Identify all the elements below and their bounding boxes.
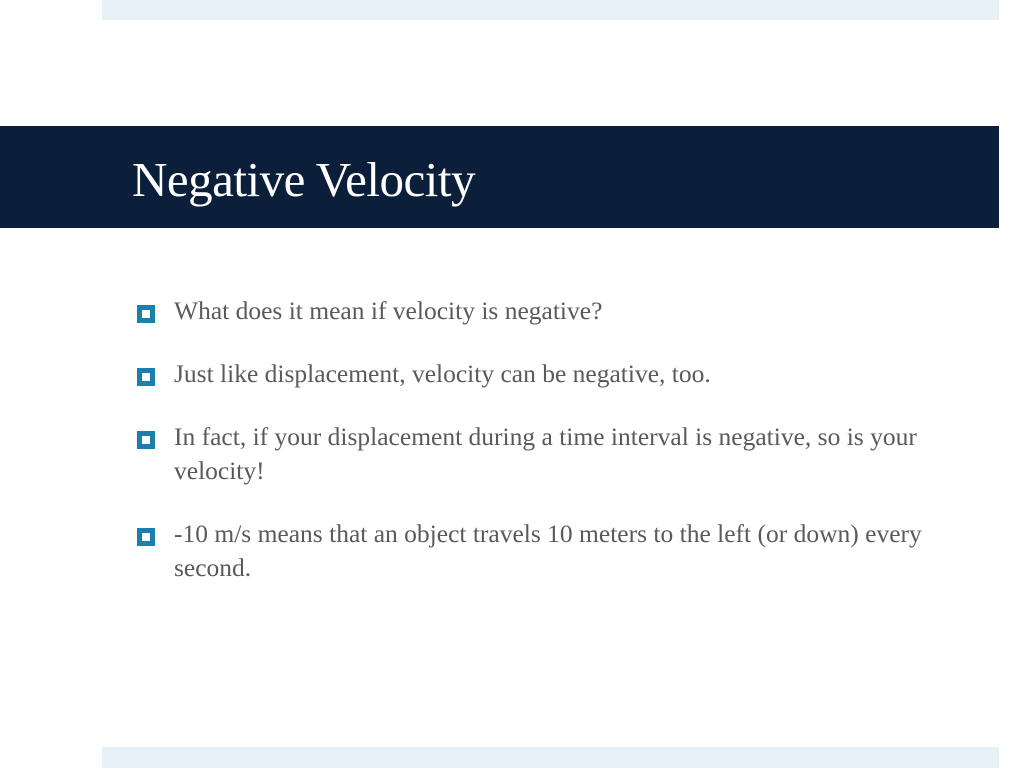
bullet-text: In fact, if your displacement during a time interval is negative, so is your velocity! [174,422,917,485]
square-bullet-icon [137,368,155,386]
bullet-list [137,294,967,614]
bullet-item [137,294,967,328]
top-accent-band [102,0,999,20]
bottom-accent-band [102,747,999,768]
bullet-text: What does it mean if velocity is negative? [174,296,603,325]
bullet-item [137,420,967,488]
square-bullet-icon [137,431,155,449]
square-bullet-icon [137,305,155,323]
bullet-text: -10 m/s means that an object travels 10 meters to the left (or down) every second. [174,519,922,582]
bullet-item [137,357,967,391]
square-bullet-icon [137,528,155,546]
bullet-item [137,517,967,585]
bullet-text: Just like displacement, velocity can be negative, too. [174,359,711,388]
slide-title: Negative Velocity [132,152,476,207]
